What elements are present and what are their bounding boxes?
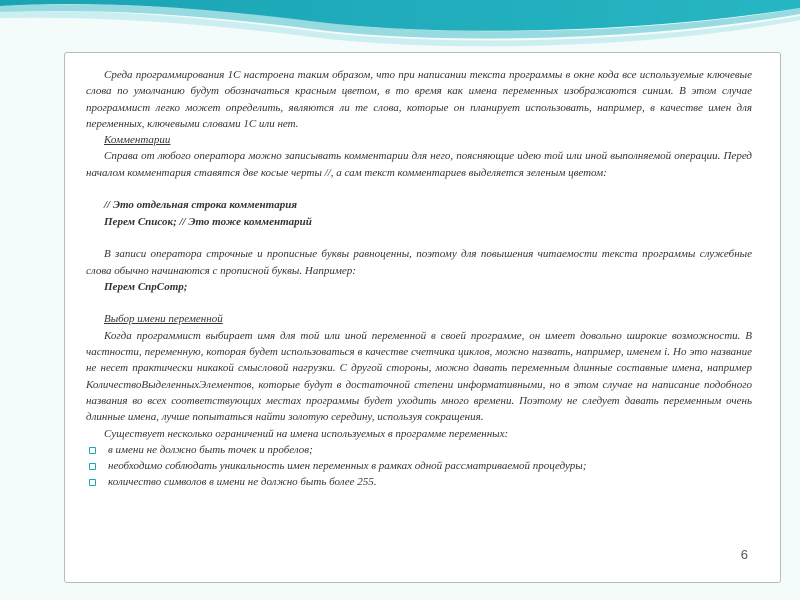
square-bullet-icon bbox=[89, 463, 96, 470]
list-item: количество символов в имени не должно быть более 255. bbox=[86, 474, 752, 490]
square-bullet-icon bbox=[89, 479, 96, 486]
list-item: необходимо соблюдать уникальность имен переменных в рамках одной рассматриваемой процедуры; bbox=[86, 458, 752, 474]
slide-text bbox=[86, 67, 752, 491]
page-number: 6 bbox=[740, 547, 748, 562]
restrictions-paragraph: Существует несколько ограничений на имена используемых в программе переменных: bbox=[104, 427, 509, 440]
code-line-var: Перем СпрСотр; bbox=[104, 280, 188, 293]
square-bullet-icon bbox=[89, 447, 96, 454]
comments-heading: Комментарии bbox=[104, 134, 171, 147]
case-paragraph: В записи оператора строчные и прописные буквы равноценны, поэтому для повышения читаемости текста программы служебные слова обычно начинаются с прописной буквы. Например: bbox=[86, 248, 752, 277]
code-line-var-comment: Перем Список; // Это тоже комментарий bbox=[104, 215, 312, 228]
code-line-comment: // Это отдельная строка комментария bbox=[104, 199, 297, 212]
comments-paragraph: Справа от любого оператора можно записывать комментарии для него, поясняющие идею той или иной выполняемой операции. Перед началом комментария ставятся две косые черты //, а сам текст комментариев выделяется зеленым цветом: bbox=[86, 150, 752, 179]
variable-name-heading: Выбор имени переменной bbox=[104, 313, 223, 326]
intro-paragraph: Среда программирования 1С настроена таким образом, что при написании текста программы в окне кода все используемые ключевые слова по умолчанию будут обозначаться красным цветом, в то время как имена переменных изображаются синим. В этом случае программист легко может определить, являются ли те слова, которые он планирует использовать, например, в качестве имен для переменных, ключевыми словами 1С или нет. bbox=[86, 69, 752, 130]
header-wave-decoration bbox=[0, 0, 800, 60]
list-item: в имени не должно быть точек и пробелов; bbox=[86, 442, 752, 458]
variable-name-paragraph: Когда программист выбирает имя для той или иной переменной в своей программе, он имеет довольно широкие возможности. В частности, переменную, которая будет использоваться в качестве счетчика циклов, можно назвать, например, именем i. Но это название не несет практически никакой смысловой нагрузки. С другой стороны, можно давать переменным длинные составные имена, например КоличествоВыделенныхЭлементов, которые будут в достаточной степени информативными, но в этом случае на написание подобного названия во всех соответствующих местах программы будет уходить много времени. Поэтому не следует давать переменным очень длинные имена, лучше попытаться найти золотую середину, используя сокращения. bbox=[86, 329, 752, 424]
restrictions-list bbox=[86, 442, 752, 491]
